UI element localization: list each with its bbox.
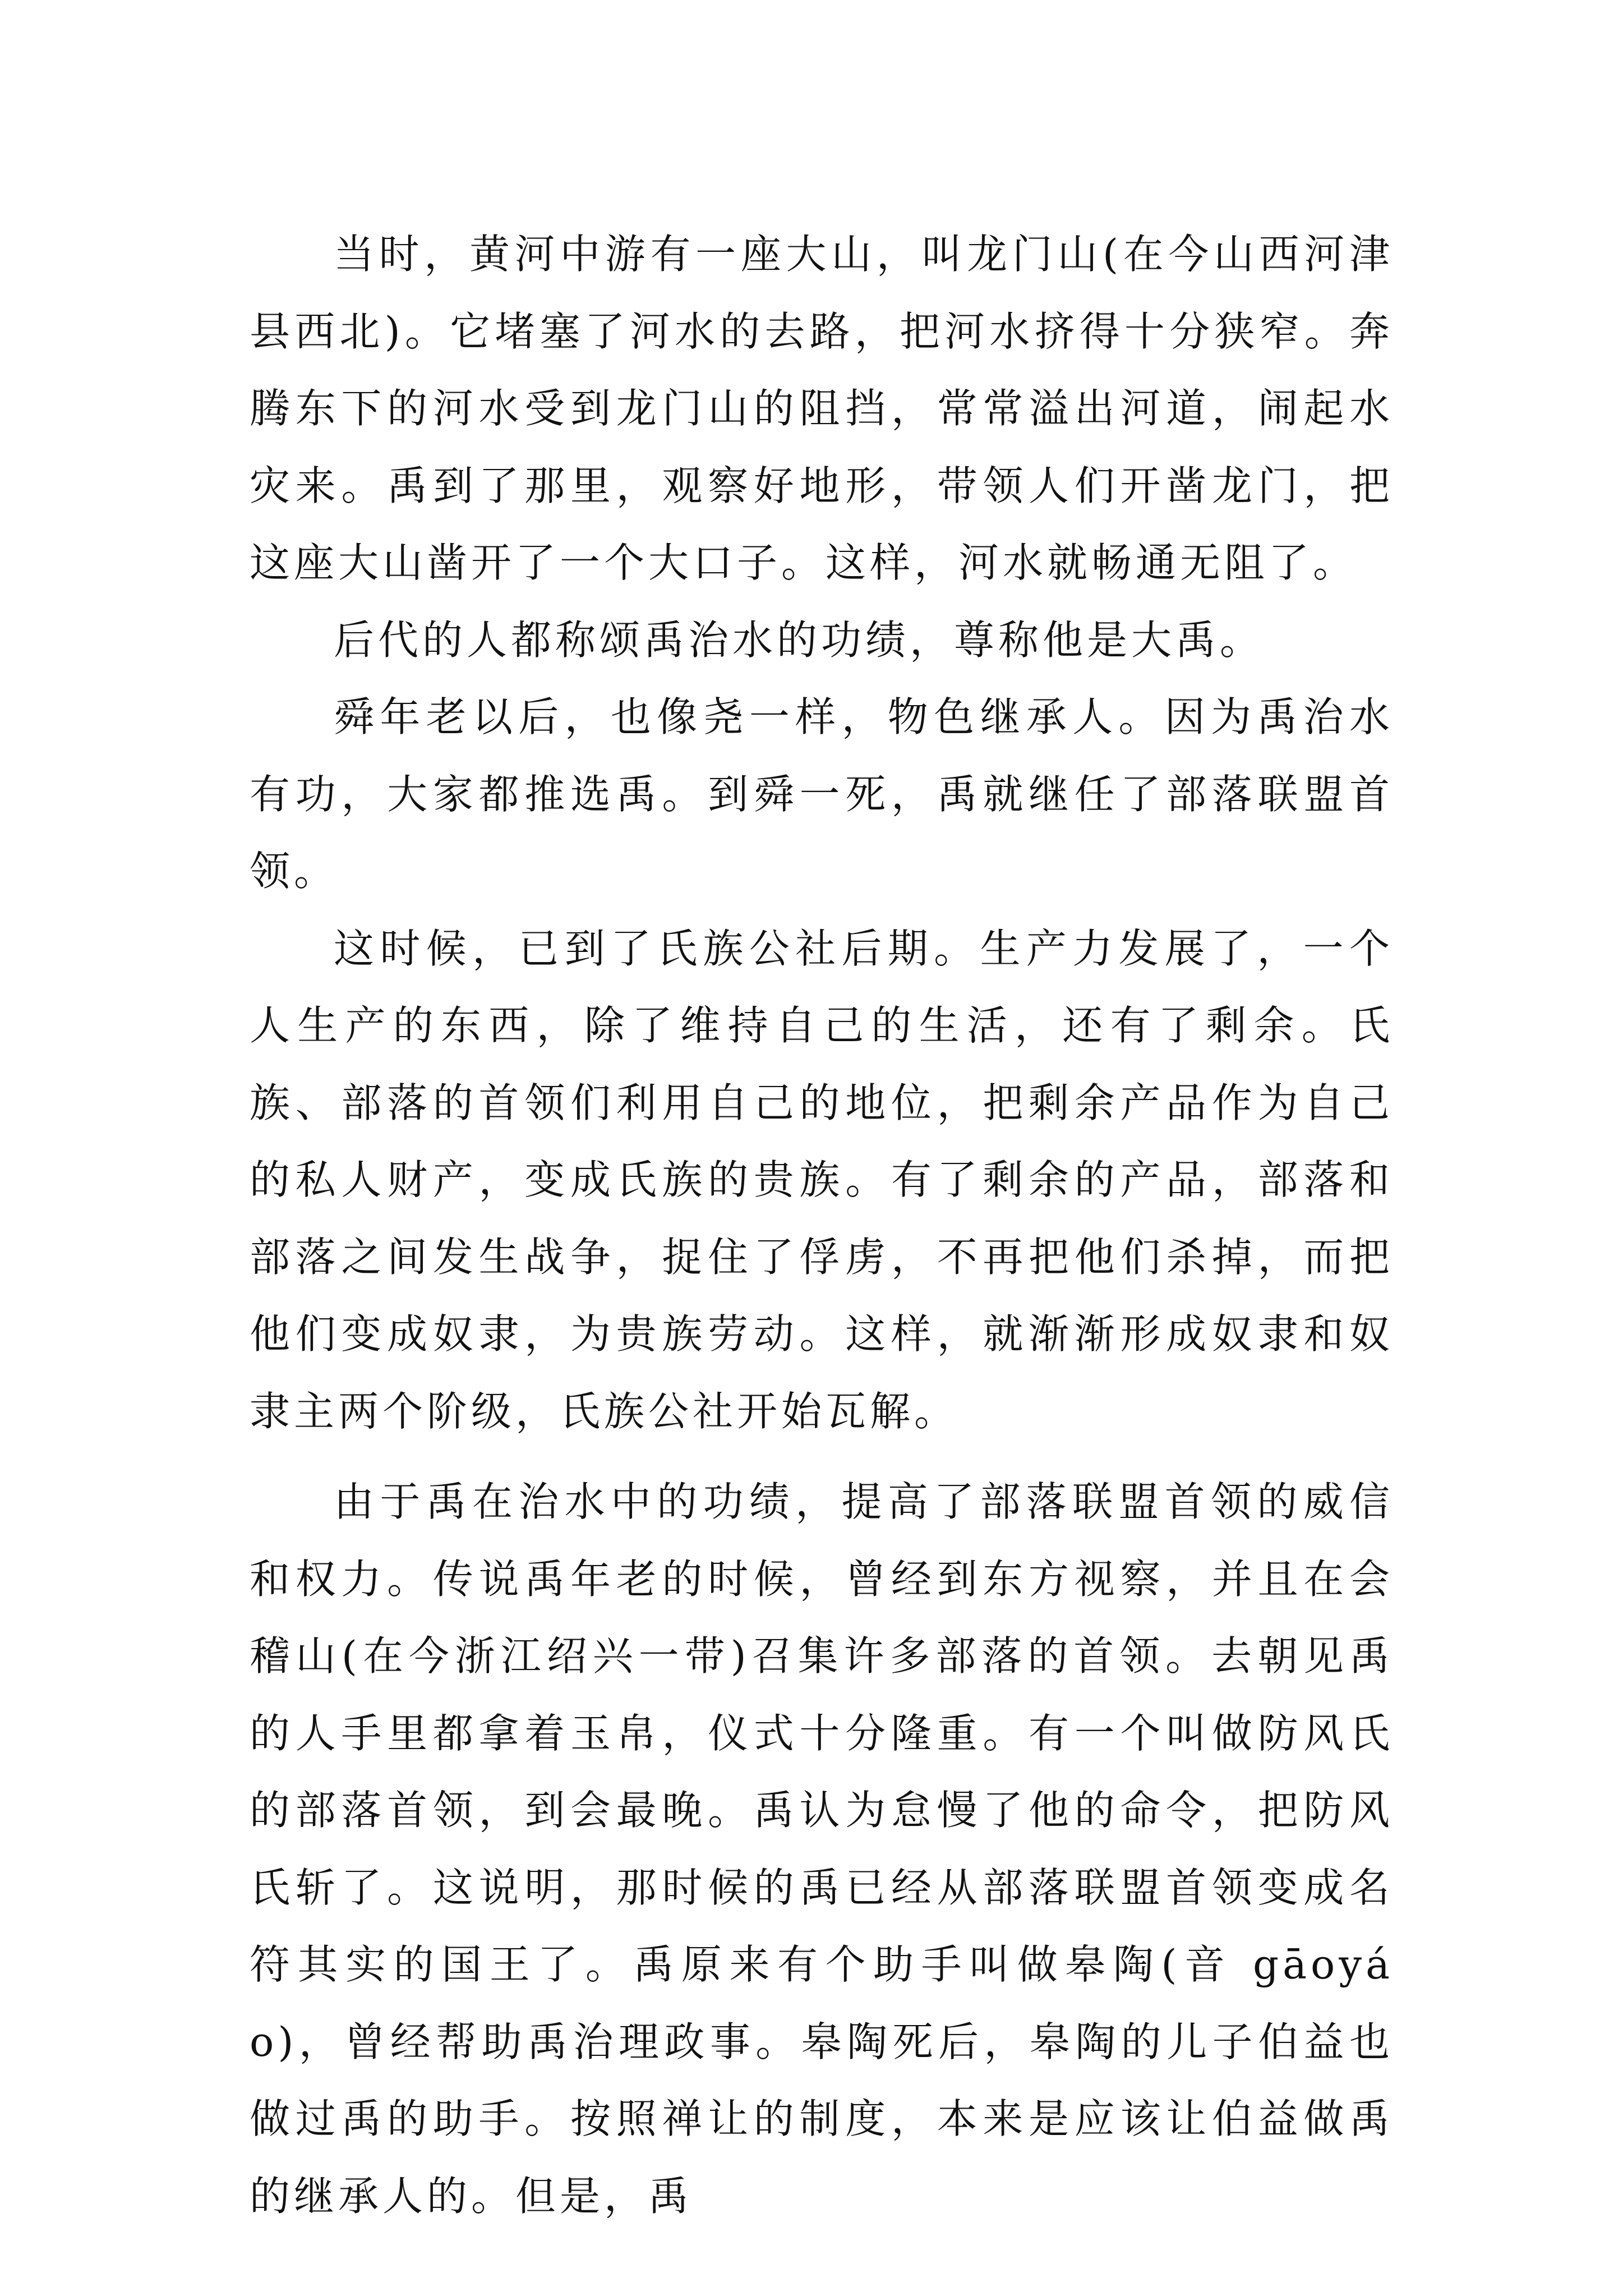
paragraph-yu-succession: 舜年老以后，也像尧一样，物色继承人。因为禹治水有功，大家都推选禹。到舜一死，禹就继任了部落联盟首领。 <box>250 693 1394 895</box>
document-body <box>250 216 1394 2235</box>
paragraph-da-yu-title: 后代的人都称颂禹治水的功绩，尊称他是大禹。 <box>334 616 1265 664</box>
paragraph-clan-society: 这时候，已到了氏族公社后期。生产力发展了，一个人生产的东西，除了维持自己的生活，还有了剩余。氏族、部落的首领们利用自己的地位，把剩余产品作为自己的私人财产，变成氏族的贵族。有了剩余的产品，部落和部落之间发生战争，捉住了俘虏，不再把他们杀掉，而把他们变成奴隶，为贵族劳动。这样，就渐渐形成奴隶和奴隶主两个阶级，氏族公社开始瓦解。 <box>250 924 1394 1435</box>
paragraph-yu-power: 由于禹在治水中的功绩，提高了部落联盟首领的威信和权力。传说禹年老的时候，曾经到东方视察，并且在会稽山(在今浙江绍兴一带)召集许多部落的首领。去朝见禹的人手里都拿着玉帛，仪式十分隆重。有一个叫做防风氏的部落首领，到会最晚。禹认为怠慢了他的命令，把防风氏斩了。这说明，那时候的禹已经从部落联盟首领变成名符其实的国王了。禹原来有个助手叫做皋陶(音 gāoyáo)，曾经帮助禹治理政事。皋陶死后，皋陶的儿子伯益也做过禹的助手。按照禅让的制度，本来是应该让伯益做禹的继承人的。但是，禹 <box>250 1478 1394 2220</box>
paragraph-longmen-mountain: 当时，黄河中游有一座大山，叫龙门山(在今山西河津县西北)。它堵塞了河水的去路，把河水挤得十分狭窄。奔腾东下的河水受到龙门山的阻挡，常常溢出河道，闹起水灾来。禹到了那里，观察好地形，带领人们开凿龙门，把这座大山凿开了一个大口子。这样，河水就畅通无阻了。 <box>250 231 1394 586</box>
